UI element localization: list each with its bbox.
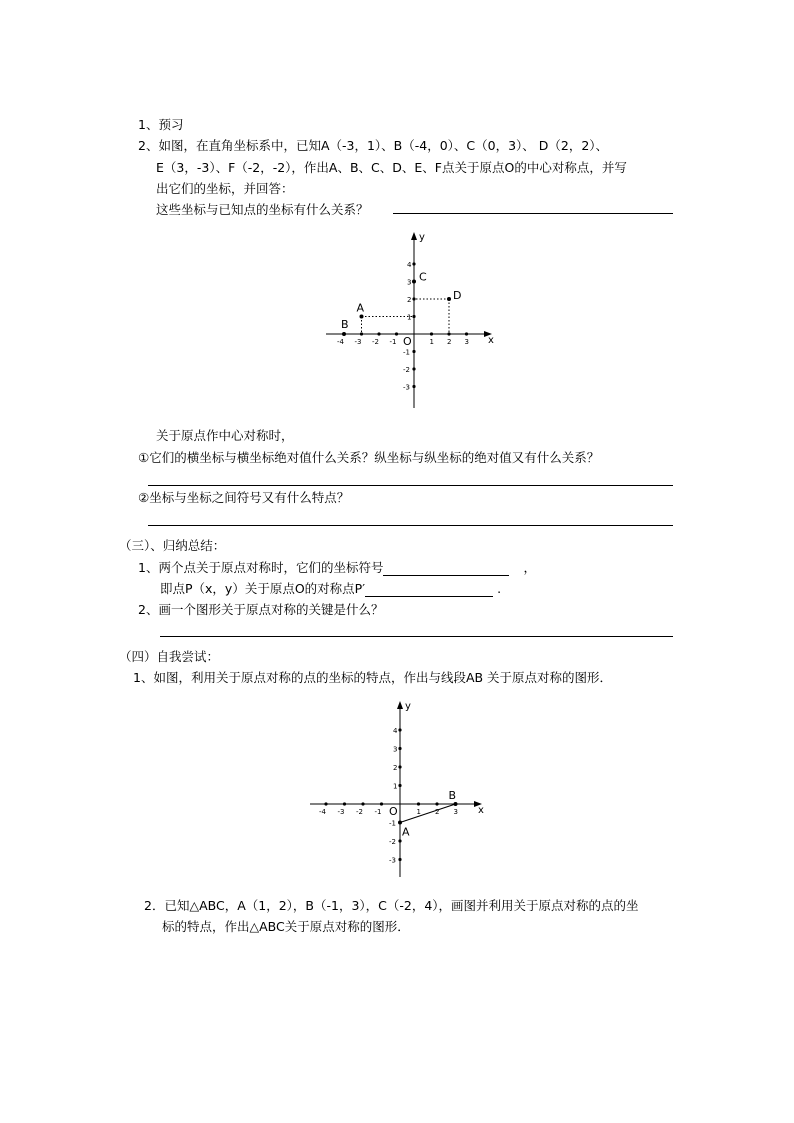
answer-blank-3[interactable] bbox=[148, 525, 673, 526]
question-a: ①它们的横坐标与横坐标绝对值什么关系？纵坐标与纵坐标的绝对值又有什么关系？ bbox=[138, 450, 600, 465]
y-tick-label: 2 bbox=[407, 296, 412, 304]
section4-heading: （四）自我尝试： bbox=[119, 649, 220, 664]
y-axis-label: y bbox=[419, 232, 425, 243]
section3-heading: （三）、归纳总结： bbox=[119, 538, 226, 553]
x-tick-dot bbox=[343, 802, 346, 805]
q2-line3: 出它们的坐标，并回答： bbox=[156, 181, 294, 196]
y-axis-arrow bbox=[411, 232, 417, 240]
summary-item1-text: 1、两个点关于原点对称时，它们的坐标符号 bbox=[138, 560, 384, 575]
summary-item2: 2、画一个图形关于原点对称的关键是什么？ bbox=[138, 602, 384, 617]
point-d bbox=[447, 297, 451, 301]
y-tick-label: 3 bbox=[407, 278, 412, 287]
point-label-b: B bbox=[341, 318, 349, 331]
segment-ab bbox=[400, 804, 456, 823]
x-tick-dot bbox=[395, 332, 398, 335]
origin-label: O bbox=[389, 805, 398, 818]
x-axis-label: x bbox=[478, 805, 484, 816]
y-tick-dot bbox=[398, 765, 401, 768]
x-tick-label: -3 bbox=[337, 808, 345, 816]
point-label-a: A bbox=[402, 825, 410, 839]
question-b: ②坐标与坐标之间符号又有什么特点？ bbox=[138, 490, 350, 505]
x-tick-label: 3 bbox=[464, 338, 469, 346]
try-q2-line1: 2．已知△ABC，A（1，2），B（-1，3），C（-2，4），画图并利用关于原点对称的点的坐 bbox=[144, 898, 639, 913]
answer-blank-1[interactable] bbox=[393, 213, 673, 214]
y-tick-label: -3 bbox=[389, 856, 396, 865]
point-label-b: B bbox=[448, 789, 457, 802]
x-tick-label: -2 bbox=[372, 338, 379, 346]
point-b bbox=[454, 802, 458, 806]
y-tick-label: 4 bbox=[407, 261, 412, 269]
y-tick-label: 1 bbox=[407, 313, 412, 322]
y-tick-label: 4 bbox=[393, 727, 398, 735]
x-tick-dot bbox=[377, 332, 380, 335]
origin-label: O bbox=[403, 335, 412, 348]
y-tick-label: -1 bbox=[403, 348, 410, 357]
x-tick-label: -4 bbox=[319, 808, 326, 816]
y-tick-label: -3 bbox=[403, 383, 410, 392]
y-axis-label: y bbox=[405, 701, 411, 712]
y-tick-dot bbox=[398, 784, 401, 787]
x-tick-label: -2 bbox=[356, 808, 363, 816]
y-tick-dot bbox=[412, 350, 415, 353]
section1-heading: 1、预习 bbox=[138, 117, 184, 132]
y-tick-dot bbox=[398, 858, 401, 861]
x-tick-dot bbox=[380, 802, 383, 805]
x-tick-dot bbox=[465, 332, 468, 335]
x-axis-label: x bbox=[488, 335, 494, 346]
q2-line1: 2、如图，在直角坐标系中，已知A（-3，1）、B（-4，0）、C（0，3）、 D（2，2）、 bbox=[138, 138, 609, 153]
x-tick-label: 1 bbox=[416, 808, 421, 816]
point-c bbox=[412, 280, 416, 284]
y-tick-label: 2 bbox=[393, 764, 398, 772]
summary-item1-period: . bbox=[497, 581, 502, 596]
y-tick-dot bbox=[412, 262, 415, 265]
summary-item1 bbox=[138, 560, 536, 576]
y-tick-label: 1 bbox=[393, 782, 398, 791]
y-tick-label: -1 bbox=[389, 819, 396, 828]
y-tick-label: 3 bbox=[393, 745, 398, 754]
q2-line2: E（3，-3）、F（-2，-2），作出A、B、C、D、E、F点关于原点O的中心对称点，并写 bbox=[156, 160, 627, 175]
point-label-a: A bbox=[356, 301, 365, 315]
point-a bbox=[398, 821, 402, 825]
answer-blank-4[interactable] bbox=[160, 636, 673, 637]
y-tick-label: -2 bbox=[389, 838, 396, 846]
y-tick-dot bbox=[412, 385, 415, 388]
x-tick-label: 2 bbox=[447, 338, 452, 346]
point-label-c: C bbox=[419, 270, 427, 284]
summary-item1-line2-text: 即点P（x，y）关于原点O的对称点P′ bbox=[160, 581, 366, 596]
x-tick-dot bbox=[361, 802, 364, 805]
x-tick-dot bbox=[435, 802, 438, 805]
x-tick-dot bbox=[417, 802, 420, 805]
x-tick-label: -1 bbox=[389, 338, 397, 346]
x-tick-dot bbox=[430, 332, 433, 335]
try-q1: 1、如图，利用关于原点对称的点的坐标的特点，作出与线段AB 关于原点对称的图形． bbox=[133, 670, 613, 685]
point-b bbox=[342, 332, 346, 336]
summary-item1-comma: ， bbox=[523, 560, 536, 575]
sign-blank[interactable] bbox=[383, 562, 509, 576]
try-q2-line2: 标的特点，作出△ABC关于原点对称的图形． bbox=[162, 919, 410, 934]
x-tick-label: 2 bbox=[435, 808, 440, 816]
point-a bbox=[360, 315, 364, 319]
y-tick-label: -2 bbox=[403, 366, 410, 374]
point-label-d: D bbox=[453, 289, 462, 302]
y-axis-arrow bbox=[397, 701, 403, 709]
answer-blank-2[interactable] bbox=[148, 485, 673, 486]
coordinate-graph-1 bbox=[320, 228, 500, 414]
x-tick-dot bbox=[324, 802, 327, 805]
x-tick-label: -3 bbox=[354, 338, 362, 346]
x-tick-label: 3 bbox=[453, 808, 458, 816]
y-tick-dot bbox=[398, 728, 401, 731]
summary-item1-line2 bbox=[160, 581, 501, 597]
symmetric-point-blank[interactable] bbox=[365, 583, 493, 597]
x-tick-label: -1 bbox=[374, 808, 382, 816]
symmetry-intro: 关于原点作中心对称时， bbox=[156, 428, 294, 443]
q2-line4: 这些坐标与已知点的坐标有什么关系？ bbox=[156, 202, 369, 217]
y-tick-dot bbox=[412, 367, 415, 370]
y-tick-dot bbox=[398, 839, 401, 842]
coordinate-graph-2 bbox=[304, 697, 490, 883]
x-tick-label: 1 bbox=[429, 338, 434, 346]
y-tick-dot bbox=[398, 747, 401, 750]
x-tick-label: -4 bbox=[337, 338, 344, 346]
